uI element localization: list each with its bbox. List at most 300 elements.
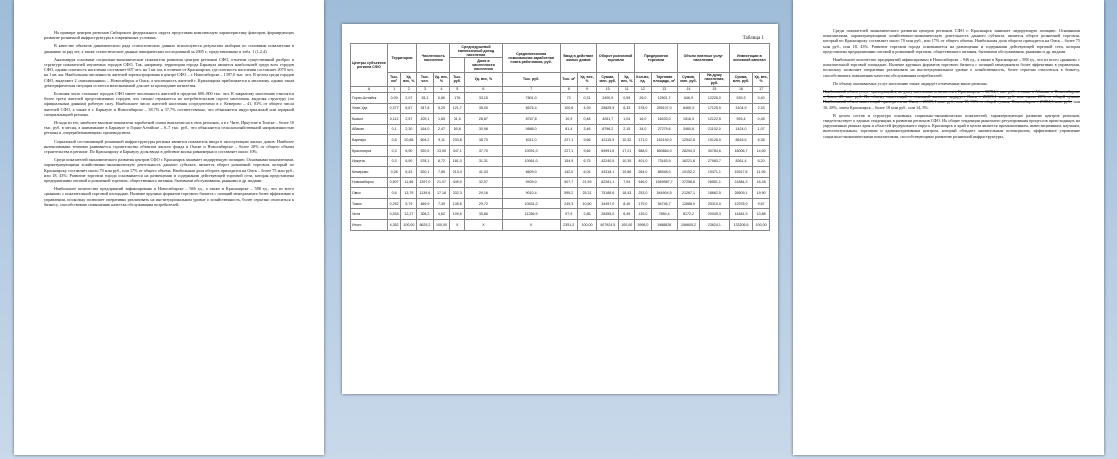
table-cell: 11,66 <box>401 177 417 188</box>
table-cell: 0,6 <box>387 188 401 199</box>
table-cell: 62281,1 <box>597 177 619 188</box>
table-cell: 6629,2 <box>417 220 433 231</box>
table-cell: 10091,0 <box>502 145 560 156</box>
table-cell: 650864,0 <box>651 145 677 156</box>
table-cell: 8796,2 <box>597 124 619 135</box>
index-cell: 17 <box>753 86 770 92</box>
table-cell: 17,21 <box>619 145 635 156</box>
table-cell: 85548,0 <box>651 167 677 178</box>
unit-header: На душу населения, руб. <box>700 72 730 86</box>
table-cell: 17,18 <box>433 188 450 199</box>
table-cell: 6,04 <box>577 167 596 178</box>
table-cell: 595,2 <box>560 188 577 199</box>
table-cell: 179,0 <box>635 198 651 209</box>
table-cell: 100,00 <box>619 220 635 231</box>
table-cell: 306,2 <box>417 209 433 220</box>
table-cell: 0,3 <box>387 156 401 167</box>
table-cell: 133206,6 <box>729 220 753 231</box>
table-cell: 8172,2 <box>677 209 699 220</box>
table-cell: 34,0 <box>635 124 651 135</box>
table-cell: 31,31 <box>465 156 502 167</box>
table-row <box>351 124 770 135</box>
table-cell: 3996,0 <box>635 220 651 231</box>
table-row <box>351 156 770 167</box>
table-cell: 28,87 <box>465 114 502 125</box>
row-region-name: Абакан <box>351 124 388 135</box>
table-cell: 227,1 <box>560 135 577 146</box>
table-cell: 30784,6 <box>700 145 730 156</box>
table-cell: 15917,6 <box>729 167 753 178</box>
table-cell: 21,59 <box>577 177 596 188</box>
table-cell: 407924,5 <box>597 220 619 231</box>
table-cell: 8616,5 <box>729 135 753 146</box>
table-cell: 75188,6 <box>597 188 619 199</box>
document-page-1 <box>14 0 324 455</box>
col-header-region: Центры субъектов региона СФО <box>351 44 388 87</box>
table-cell: 16,28 <box>753 177 770 188</box>
table-cell: 1,65 <box>433 114 450 125</box>
table-cell: 6,75 <box>577 156 596 167</box>
table-cell: 7,94 <box>619 177 635 188</box>
table-cell: 7,85 <box>433 167 450 178</box>
table-row <box>351 167 770 178</box>
table-cell: 142,0 <box>560 167 577 178</box>
table-cell: 145,6 <box>450 198 465 209</box>
table-cell: 6,49 <box>619 209 635 220</box>
table-cell: 9,11 <box>433 135 450 146</box>
table-cell: 0,1 <box>387 124 401 135</box>
col-subheader <box>450 58 465 72</box>
table-cell: 81,4 <box>560 124 577 135</box>
table-cell: 27279,6 <box>651 124 677 135</box>
page-1-text <box>44 30 294 207</box>
table-cell: 3104,9 <box>729 103 753 114</box>
table-cell: Х <box>502 220 560 231</box>
row-region-name: Горно-Алтайск <box>351 92 388 103</box>
table-cell: 121,7 <box>450 103 465 114</box>
index-cell: 13 <box>651 86 677 92</box>
table-cell: 0,3 <box>387 145 401 156</box>
table-cell: 10061,0 <box>502 156 560 167</box>
table-cell: 544904,5 <box>651 188 677 199</box>
table-cell: 28294,3 <box>677 145 699 156</box>
table-cell: 8576,4 <box>502 103 560 114</box>
table-cell: 8261,4 <box>729 156 753 167</box>
table-cell: 2400,9 <box>597 92 619 103</box>
index-cell: 10 <box>597 86 619 92</box>
table-cell: 539,3 <box>729 92 753 103</box>
table-cell: 53,1 <box>417 92 433 103</box>
table-cell: 227,1 <box>560 145 577 156</box>
table-row <box>351 114 770 125</box>
table-cell: 26551,1 <box>700 177 730 188</box>
table-cell: 259107,0 <box>651 103 677 114</box>
index-cell: 1 <box>387 86 401 92</box>
table-cell: 4,39 <box>577 103 596 114</box>
table-cell: 0,534 <box>387 209 401 220</box>
table-row <box>351 220 770 231</box>
table-cell: 73163,9 <box>651 156 677 167</box>
document-page-3 <box>793 0 1104 455</box>
table-cell: 520,1 <box>417 167 433 178</box>
table-cell: 21884,3 <box>729 177 753 188</box>
table-cell: 26,0 <box>635 92 651 103</box>
table-cell: 32,07 <box>465 177 502 188</box>
table-cell: 100,00 <box>433 220 450 231</box>
table-row <box>351 135 770 146</box>
table-cell: 593,4 <box>729 114 753 125</box>
unit-header: Сумма, млн. руб. <box>597 72 619 86</box>
table-cell: 0,48 <box>577 114 596 125</box>
table-cell: 6,36 <box>753 135 770 146</box>
col-subheader: Доля в численности населения <box>465 58 502 72</box>
unit-header: Тыс. руб. <box>450 72 465 86</box>
table-cell: 6,90 <box>401 156 417 167</box>
table-cell: 10,60 <box>577 198 596 209</box>
table-cell: 72 <box>560 92 577 103</box>
row-region-name: Красноярск <box>351 145 388 156</box>
table-cell: 12501,7 <box>651 92 677 103</box>
table-cell: 378,0 <box>635 103 651 114</box>
table-cell: 18662,5 <box>700 188 730 199</box>
paragraph: По объему оказываемых услуг населению также лидирует отмеченные выше регионы. <box>833 80 988 86</box>
col-group-header: Численность населения <box>417 44 450 73</box>
table-cell: 17125,0 <box>700 103 730 114</box>
table-row <box>351 198 770 209</box>
table-cell: 34497,0 <box>597 198 619 209</box>
table-cell: 139,0 <box>635 209 651 220</box>
index-cell: 14 <box>677 86 699 92</box>
table-cell: 2,33 <box>753 103 770 114</box>
index-cell: 12 <box>635 86 651 92</box>
index-cell: 15 <box>700 86 730 92</box>
table-cell: 7,39 <box>433 198 450 209</box>
table-cell: 57,9 <box>560 209 577 220</box>
row-region-name: Чита <box>351 209 388 220</box>
index-cell: 3 <box>417 86 433 92</box>
col-group-header: Оборот розничной торговли <box>597 44 635 73</box>
table-cell: 14,50 <box>753 145 770 156</box>
index-cell: 11 <box>619 86 635 92</box>
table-cell: 25310,0 <box>700 198 730 209</box>
table-cell: 0,31 <box>577 92 596 103</box>
table-cell: 38,70 <box>465 135 502 146</box>
table-cell: 100,00 <box>577 220 596 231</box>
table-cell: 5,79 <box>401 198 417 209</box>
table-cell: 164,0 <box>417 124 433 135</box>
unit-header: Торговая площадь, м² <box>651 72 677 86</box>
table-cell: 37258,8 <box>677 177 699 188</box>
table-cell: 20049,3 <box>700 209 730 220</box>
table-cell: 54746,7 <box>651 198 677 209</box>
table-cell: 2,47 <box>433 124 450 135</box>
table-row <box>351 209 770 220</box>
table-cell: 35,00 <box>465 103 502 114</box>
paragraph: Наибольшее количество предприятий зафиксировано в Новосибирске – 946 ед., а также в Красноярске – 588 ед., что из всего «рынков» с показательной торговой площадью. Наличие крупных форматов торгового бизнеса с позиций менеджмента более эффективно в управлении, поскольку позволяет оперативно реализовать на институциональном уровне о хозяйственность, более серьезно относиться к бизнесу, способствовать повышению качества обслуживания потребителей. <box>44 186 295 207</box>
row-region-name: Кемерово <box>351 167 388 178</box>
paragraph: В целом состав и структура основных социально-экономических показателей, характеризующих развитие центров регионов, свидетельствует о единых тенденциях в развитии регионов СФО. Их общие тенденции рыночного регулирования процессов происходящих на укрупненных рынках края и областей федерального округа. Красноярск и край в целом является промышленным, инвестиционным, научным, интеллектуальным, торговым и административным центром, который обладает значительным потенциалом, эффективное управление социально-экономическими показателями, способствующими развитию розничной инфраструктуры. <box>823 112 1080 139</box>
table-cell: 507,7 <box>560 177 577 188</box>
table-cell: 21267,1 <box>677 188 699 199</box>
table-cell: 12888,9 <box>677 198 699 209</box>
table-cell: 233,8 <box>450 135 465 146</box>
index-cell: 7 <box>502 86 560 92</box>
unit-header: Сумма, млн. руб. <box>677 72 699 86</box>
col-group-header: Территория <box>387 44 416 73</box>
table-cell: 347,1 <box>450 145 465 156</box>
table-cell: Х <box>450 220 465 231</box>
table-cell: 10631,0 <box>502 198 560 209</box>
table-cell: 8,72 <box>433 156 450 167</box>
table-cell: 11256,9 <box>502 209 560 220</box>
table-cell: 8,49 <box>619 198 635 209</box>
paragraph: Исходя из его, наиболее высокие показатели заработной платы выплатам на в этих регионах, а в г. Чите, Иркутске и Томске – более 10 тыс. руб. в месяц, а наименьшие в Барнауле и Горно-Алтайске – 6–7 тыс. руб., что объясняется сельскохозяйственной направленностью региона и «перерабатывающим» производством. <box>44 120 295 136</box>
table-cell: 100,8 <box>560 103 577 114</box>
col-group-header: Объем платных услуг населению <box>677 44 729 73</box>
col-group-header: Инвестиции в основной капитал <box>729 44 769 73</box>
table-cell: 100,00 <box>753 220 770 231</box>
paragraph: В качестве объектов динамического ряда статистических данных используются результаты выборки по основным показателям в динамике за ряд лет, а также статистические данные эмпирических исследований за 2005 г., представленные в табл. 1 (1,2,4). <box>44 43 294 54</box>
index-cell: 2 <box>401 86 417 92</box>
paragraph: Среди показателей экономического развития центров СФО г. Красноярск занимает лидирующую позицию. Основными показателями, характеризующими хозяйственно-экономическую деятельность данного субъекта, является оборот розничной торговли, который по Красноярску составляет около 70 млн руб., или 17% от общего объема. Наибольшая доля оборота приходится на Омск – более 75 млн руб., или 18, 43%. Развитие торговли города основывается на размещении и содержании действующей торговой сети, которая представлена предприятиями оптовой и розничной торговли, общественного питания, бытовыми обслуживания, рынками и др. видами. <box>44 157 294 184</box>
table-cell: 12542,8 <box>677 135 699 146</box>
col-group-header: Предприятия торговли <box>635 44 678 73</box>
table-cell: 10,88 <box>753 209 770 220</box>
table-cell: 9,66 <box>577 145 596 156</box>
table-row <box>351 145 770 156</box>
table-cell: 29,72 <box>465 198 502 209</box>
data-table <box>350 43 770 231</box>
table-cell: 109,1 <box>417 114 433 125</box>
table-cell: 27983,7 <box>700 156 730 167</box>
table-cell: 25825,9 <box>597 103 619 114</box>
table-cell: 920,9 <box>417 145 433 156</box>
unit-header: Уд. вес, % <box>577 72 596 86</box>
table-caption: Таблица 1 <box>742 36 764 41</box>
table-cell: 9409,0 <box>502 177 560 188</box>
table-cell: 0,45 <box>753 114 770 125</box>
table-cell: 3,46 <box>577 124 596 135</box>
table-cell: 100,00 <box>401 220 417 231</box>
table-cell: 13,79 <box>401 188 417 199</box>
table-cell: 401,0 <box>635 156 651 167</box>
row-region-name: Томск <box>351 198 388 209</box>
table-cell: 10,86 <box>619 167 635 178</box>
table-cell: 1139,6 <box>417 188 433 199</box>
table-cell: 946,0 <box>635 177 651 188</box>
table-cell: 8767,8 <box>502 114 560 125</box>
table-cell: 12122,5 <box>700 114 730 125</box>
table-cell: 16033,0 <box>651 114 677 125</box>
row-region-name: Итого <box>351 220 388 231</box>
table-cell: 16,0 <box>635 114 651 125</box>
table-cell: 10,9 <box>560 114 577 125</box>
table-cell: 14481,3 <box>729 209 753 220</box>
table-cell: 264,0 <box>635 167 651 178</box>
index-cell: 9 <box>577 86 596 92</box>
table-cell: 6,33 <box>619 103 635 114</box>
table-cell: 588,0 <box>635 145 651 156</box>
table-cell: 30,98 <box>465 124 502 135</box>
paragraph: Среди показателей экономического развития центров регионов СФО г. Красноярск занимает лидирующую позицию. Основными показателями, характеризующими хозяйственно-экономическую деятельность данного субъекта, является оборот розничной торговли, который по Красноярску составляет около 70 млн руб., или 17% от общего объема. Наибольшая доля оборота приходится на Омск – более 75 млн руб., или 18, 43%. Развитие торговли города основывается на размещении и содержании действующей торговой сети, которая представлена предприятиями оптовой и розничной торговли, общественного питания, бытовыми обслуживания, рынками и др. видами. <box>823 28 1080 54</box>
table-cell: 156605,2 <box>677 220 699 231</box>
table-body <box>351 92 770 230</box>
table-cell: 9,66 <box>577 135 596 146</box>
table-cell: 6,90 <box>401 145 417 156</box>
table-cell: 0,112 <box>387 114 401 125</box>
table-cell: 23624,1 <box>700 220 730 231</box>
table-cell: 6311,0 <box>502 135 560 146</box>
table-cell: 8460,3 <box>677 103 699 114</box>
row-region-name: Барнаул <box>351 135 388 146</box>
col-group-header: Среднемесячная номинальная заработная плата работников, руб. <box>502 44 560 73</box>
table-cell: 449,0 <box>450 177 465 188</box>
table-cell: 35,66 <box>465 209 502 220</box>
table-cell: 8609,0 <box>502 167 560 178</box>
table-cell: 3460,8 <box>677 124 699 135</box>
unit-header: Тыс. км² <box>387 72 401 86</box>
table-cell: 347,8 <box>417 103 433 114</box>
table-cell: 18,43 <box>619 188 635 199</box>
table-cell: 0,80 <box>433 92 450 103</box>
table-cell: 604,2 <box>417 135 433 146</box>
row-region-name: Новосибирск <box>351 177 388 188</box>
table-row <box>351 177 770 188</box>
index-cell: 5 <box>450 86 465 92</box>
row-region-name: Улан-Удэ <box>351 103 388 114</box>
table-cell: 10,32 <box>619 135 635 146</box>
table-cell: 42240,5 <box>597 156 619 167</box>
table-cell: 9010,4 <box>502 188 560 199</box>
table-cell: 12226,0 <box>700 92 730 103</box>
table-cell: 26509,1 <box>729 188 753 199</box>
table-cell: 37,70 <box>465 145 502 156</box>
table-cell: 44318,1 <box>597 167 619 178</box>
table-cell: 41,03 <box>465 167 502 178</box>
paragraph: Большая часть стальных городов СФО имеет численность жителей в пределах 600–800 тыс. чел. К закрытому населению относятся более трети жителей представленных городов, что сильно отражается на потребительском спросе населения, выделяя структуру (по официальным данным) рабочую силу. Наибольшее число жителей населения сосредоточено в г. Кемерово – 41, 03% от общего числа жителей СФО, а также в г. Барнауле и Новосибирске – 38,7% и 37,7% соответственно, что объясняется индустриальной или аграрной специализацией региона. <box>44 91 294 117</box>
table-cell: 10,35 <box>619 156 635 167</box>
table-cell: 1,07 <box>753 124 770 135</box>
table-cell: 332,3 <box>450 188 465 199</box>
table-cell: 1988828 <box>651 220 677 231</box>
table-cell: 7801,0 <box>502 92 560 103</box>
unit-header: Тыс. чел. <box>417 72 433 86</box>
index-cell: А <box>351 86 388 92</box>
table-cell: 2,07 <box>401 92 417 103</box>
table-cell: 578,1 <box>417 156 433 167</box>
table-cell: 213,4 <box>450 167 465 178</box>
row-region-name: Кызыл <box>351 114 388 125</box>
table-cell: 162192,0 <box>651 135 677 146</box>
table-cell: 19471,1 <box>700 167 730 178</box>
table-cell: 0,59 <box>619 92 635 103</box>
table-cell: 2,30 <box>401 124 417 135</box>
table-cell: 253,0 <box>635 188 651 199</box>
index-cell: 8 <box>560 86 577 92</box>
table-cell: 646,9 <box>677 92 699 103</box>
table-row <box>351 188 770 199</box>
table-cell: 1,04 <box>619 114 635 125</box>
table-cell: 18006,7 <box>729 145 753 156</box>
table-cell: 29,16 <box>465 188 502 199</box>
table-cell: 249,3 <box>560 198 577 209</box>
table-cell: 4,62 <box>433 209 450 220</box>
table-cell: 9888,0 <box>502 124 560 135</box>
index-cell: 4 <box>433 86 450 92</box>
unit-header: Уд. вес, % <box>465 72 502 86</box>
table-cell: Х <box>465 220 502 231</box>
table-cell: 0,507 <box>387 177 401 188</box>
table-cell: 16221,8 <box>677 156 699 167</box>
table-row <box>351 103 770 114</box>
table-cell: 2,57 <box>401 114 417 125</box>
table-cell: 12,27 <box>401 209 417 220</box>
table-cell: 69991,6 <box>597 145 619 156</box>
table-cell: 21102,0 <box>700 124 730 135</box>
table-cell: 6,43 <box>401 167 417 178</box>
index-cell: 6 <box>465 86 502 92</box>
table-cell: 1424,0 <box>729 124 753 135</box>
struck-text: Наибольший объем услуг, приходящийся на душу населения, отмечается в Красноярске – 30784,6 тыс. руб., а также в Абакане и Новосибирске – более 25 тыс. руб. По объему инвестиций в основной капитал лидирует Омск – 26509,1 млн руб. или около 20% от общей суммы. Наибольший объем инвестиций приходится на Омск – 26509,1 млн. руб., или 19, 90% от общей суммы, Новосибирск – 21884,3 млн. руб., <box>823 89 1080 105</box>
table-cell: 2,86 <box>577 209 596 220</box>
row-region-name: Омск <box>351 188 388 199</box>
table-cell: 0,09 <box>387 92 401 103</box>
table-cell: 171,0 <box>635 135 651 146</box>
unit-header-row <box>351 72 770 86</box>
table-cell: 176 <box>450 92 465 103</box>
table-cell: 13,90 <box>433 145 450 156</box>
table-cell: 2,15 <box>619 124 635 135</box>
paragraph: Наибольшее количество предприятий зафиксировано в Новосибирске – 946 ед., а также в Красноярске – 588 ед., что из всего «рынков» с показательной торговой площадью. Наличие крупных форматов торгового бизнеса с позиций менеджмента более эффективно в управлении, поскольку позволяет оперативно реализовать на институциональном уровне о хозяйственность, более серьезно относиться к бизнесу, способствовать повышению качества обслуживания потребителей. <box>823 57 1080 78</box>
table-cell: 1516,3 <box>677 114 699 125</box>
table-cell: 11,95 <box>753 167 770 178</box>
table-cell: 42115,9 <box>597 135 619 146</box>
paragraph: Социальной составляющей розничной инфраструктуры региона является показатель ввода в эксплуатацию жилых домов. Наиболее интенсивными темпами развивается строительство объектов жилого фонда в Омске и Новосибирске – более 20% от общего объема строительства в регионе. По Красноярску и Барнаулу доля ввода в действие жилья равномерна и составляет около 10%. <box>44 138 294 155</box>
table-cell: 19128,0 <box>700 135 730 146</box>
unit-header: Уд. вес, % <box>753 72 770 86</box>
table-cell: 0,40 <box>753 92 770 103</box>
table-cell: 25,31 <box>577 188 596 199</box>
table-cell: 2351,2 <box>560 220 577 231</box>
table-row <box>351 92 770 103</box>
paragraph: На примере центров регионов Сибирского федерального округа представим комплексную характеристику факторов, формирующих развитие розничной инфраструктуры в современных условиях. <box>44 30 294 41</box>
table-cell: 4261,7 <box>597 114 619 125</box>
unit-header: Кол-во, ед. <box>635 72 651 86</box>
table-cell: 154,9 <box>560 156 577 167</box>
paragraph-tail: или 16, 28%, затем Красноярск – более 18 млн руб., или 14, 5%. <box>823 99 1081 110</box>
col-group-header: Среднедушевой ежемесячный доход населения <box>450 44 502 58</box>
table-cell: 4,352 <box>387 220 401 231</box>
table-cell: 5,25 <box>433 103 450 114</box>
table-cell: 0,252 <box>387 198 401 209</box>
table-cell: 0,377 <box>387 103 401 114</box>
table-cell: 181,0 <box>450 156 465 167</box>
table-cell: 28455,0 <box>597 209 619 220</box>
index-cell: 16 <box>729 86 753 92</box>
table-cell: 6,67 <box>401 103 417 114</box>
document-page-2 <box>342 24 778 394</box>
table-cell: 12978,9 <box>729 198 753 209</box>
unit-header: Уд. вес, % <box>433 72 450 86</box>
unit-header: Тыс. руб. <box>502 72 560 86</box>
table-cell: 19,90 <box>753 188 770 199</box>
table-cell: 0,28 <box>387 167 401 178</box>
paragraph <box>823 89 1080 110</box>
table-cell: 9,67 <box>753 198 770 209</box>
unit-header: Тыс. м² <box>560 72 577 86</box>
table-cell: 0,8 <box>387 135 401 146</box>
unit-header: Уд. вес, % <box>619 72 635 86</box>
